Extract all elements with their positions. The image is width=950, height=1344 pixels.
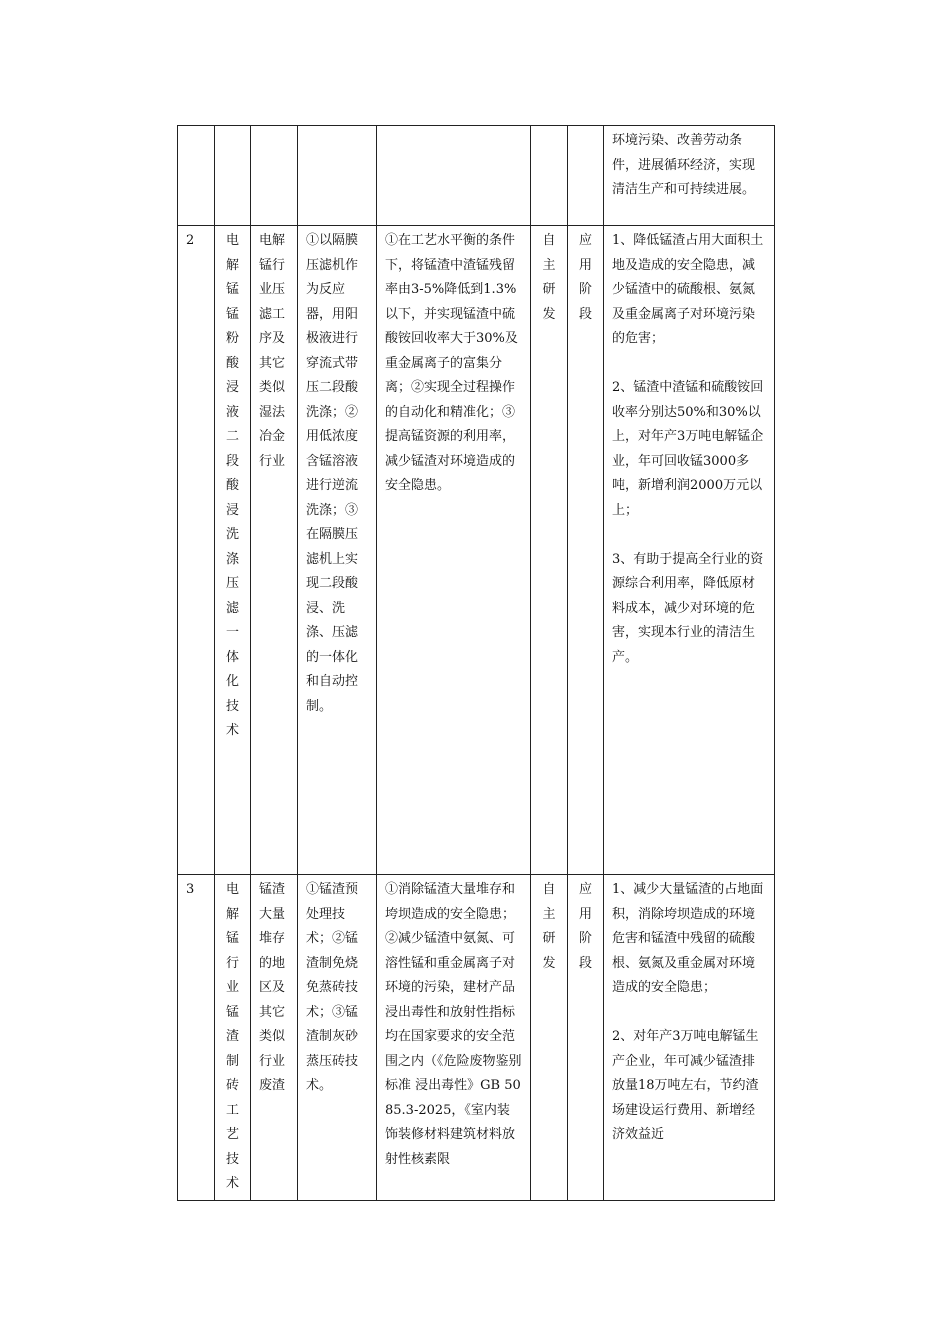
benefit-cell: 环境污染、改善劳动条件，进展循环经济，实现清洁生产和可持续进展。 (604, 126, 775, 226)
table-row (178, 875, 775, 1201)
table-row (178, 126, 775, 226)
content-cell (298, 126, 377, 226)
scope-cell (251, 126, 298, 226)
benefit-cell: 1、降低锰渣占用大面积土地及造成的安全隐患，减少锰渣中的硫酸根、氨氮及重金属离子对环境污染的危害； 2、锰渣中渣锰和硫酸铵回收率分别达50%和30%以上，对年产3万吨电解锰企业，年可回收锰3000多吨，新增利润2000万元以上； 3、有助于提高全行业的资源综合利用率，降低原材料成本，减少对环境的危害，实现本行业的清洁生产。 (604, 226, 775, 875)
index-cell (178, 126, 215, 226)
scope-cell: 电解锰行业压滤工序及其它类似湿法冶金行业 (251, 226, 298, 875)
indicators-cell: ①消除锰渣大量堆存和垮坝造成的安全隐患；②减少锰渣中氨氮、可溶性锰和重金属离子对环境的污染，建材产品浸出毒性和放射性指标均在国家要求的安全范围之内（《危险废物鉴别标准 浸出毒性》GB 5085.3-2025，《室内装饰装修材料建筑材料放射性核素限 (377, 875, 531, 1201)
index-cell: 3 (178, 875, 215, 1201)
index-cell: 2 (178, 226, 215, 875)
name-cell (215, 126, 251, 226)
ip-cell: 自主研发 (531, 226, 568, 875)
name-cell: 电解锰行业锰渣制砖工艺技术 (215, 875, 251, 1201)
ip-cell: 自主研发 (531, 875, 568, 1201)
benefit-cell: 1、减少大量锰渣的占地面积，消除垮坝造成的环境危害和锰渣中残留的硫酸根、氨氮及重金属对环境造成的安全隐患； 2、对年产3万吨电解锰生产企业，年可减少锰渣排放量18万吨左右，节约渣场建设运行费用、新增经济效益近 (604, 875, 775, 1201)
indicators-cell: ①在工艺水平衡的条件下，将锰渣中渣锰残留率由3-5%降低到1.3%以下，并实现锰渣中硫酸铵回收率大于30%及重金属离子的富集分离；②实现全过程操作的自动化和精准化；③提高锰资源的利用率，减少锰渣对环境造成的安全隐患。 (377, 226, 531, 875)
content-cell: ①以隔膜压滤机作为反应器，用阳极液进行穿流式带压二段酸洗涤；②用低浓度含锰溶液进行逆流洗涤；③在隔膜压滤机上实现二段酸浸、洗涤、压滤的一体化和自动控制。 (298, 226, 377, 875)
technology-table (177, 125, 775, 1201)
indicators-cell (377, 126, 531, 226)
stage-cell: 应用阶段 (568, 875, 604, 1201)
ip-cell (531, 126, 568, 226)
stage-cell: 应用阶段 (568, 226, 604, 875)
stage-cell (568, 126, 604, 226)
table-row (178, 226, 775, 875)
name-cell: 电解锰锰粉酸浸液二段酸浸洗涤压滤一体化技术 (215, 226, 251, 875)
content-cell: ①锰渣预处理技术；②锰渣制免烧免蒸砖技术；③锰渣制灰砂蒸压砖技术。 (298, 875, 377, 1201)
scope-cell: 锰渣大量堆存的地区及其它类似行业废渣 (251, 875, 298, 1201)
